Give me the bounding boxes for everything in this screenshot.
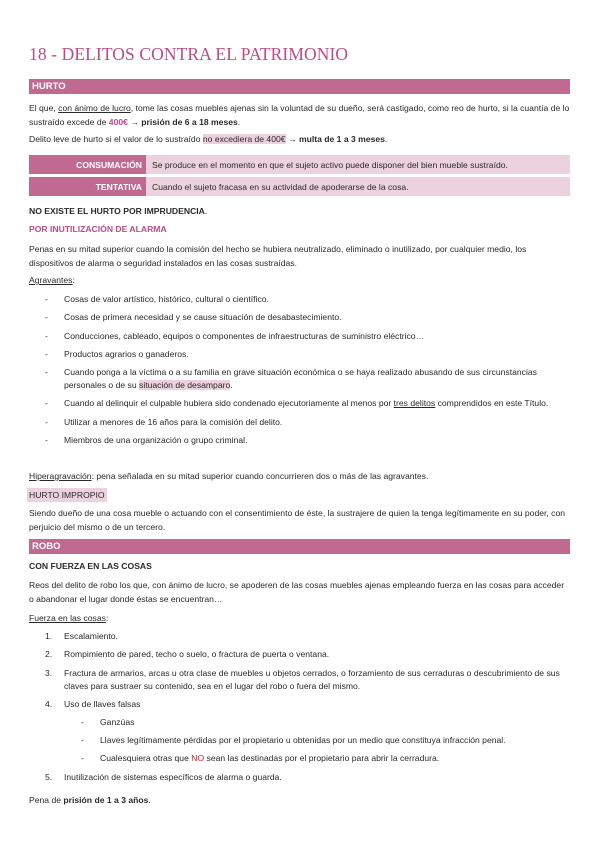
robo-subheading <box>29 559 570 573</box>
list-item <box>45 630 562 643</box>
bold-text: NO EXISTE EL HURTO POR IMPRUDENCIA <box>29 206 205 216</box>
list-item <box>45 434 562 447</box>
dash-marker: - <box>45 398 48 409</box>
section-bar-hurto: HURTO <box>29 79 570 94</box>
robo-pena <box>29 793 570 807</box>
item-text: Utilizar a menores de 16 años para la comisión del delito. <box>64 416 283 427</box>
item-text: sean las destinadas por el propietario para abrir la cerradura. <box>204 753 440 764</box>
item-text: Productos agrarios o ganaderos. <box>64 348 189 359</box>
agravantes-label <box>29 273 570 287</box>
delito-leve <box>29 132 570 146</box>
fuerza-list <box>45 630 562 789</box>
item-text: . <box>230 380 233 391</box>
text: , tome las cosas muebles ajenas sin la voluntad de su dueño, será castigado, como reo de hurto, si la cuantía de lo sustraído excede de <box>29 103 570 127</box>
amount-highlight: 400€ <box>108 117 128 127</box>
list-item <box>81 752 562 765</box>
list-item <box>45 416 562 429</box>
dash-marker: - <box>81 735 84 746</box>
list-item <box>81 734 562 747</box>
item-number: 5. <box>45 771 53 782</box>
text: : <box>105 613 109 623</box>
text: . <box>204 206 208 216</box>
dash-marker: - <box>45 435 48 446</box>
highlighted-text: no excediera de 400€ <box>202 134 286 144</box>
item-number: 3. <box>45 667 53 678</box>
hurto-definition <box>29 101 570 129</box>
dash-marker: - <box>45 312 48 323</box>
item-text: comprendidos en este Título. <box>435 398 549 409</box>
page-title: 18 - DELITOS CONTRA EL PATRIMONIO <box>29 44 349 64</box>
list-item <box>45 698 562 766</box>
list-item <box>45 667 562 693</box>
text: El que, <box>29 103 59 113</box>
list-item <box>81 716 562 729</box>
item-text: Cuando ponga a la víctima o a su familia en grave situación económica o se haya realizado abusando de sus circunstancias personales o de su <box>64 367 537 391</box>
dash-marker: - <box>81 716 84 727</box>
item-text: Fractura de armarios, arcas u otra clase de muebles u objetos cerrados, o forzamiento de sus cerraduras o descubrimiento de sus claves para sustraer su contenido, sea en el lugar del robo o fuera del mismo. <box>64 667 560 691</box>
highlighted-text: situación de desamparo <box>139 380 231 391</box>
underlined-text: tres delitos <box>393 398 436 409</box>
dash-marker: - <box>45 416 48 427</box>
dash-marker: - <box>45 348 48 359</box>
list-item <box>45 397 562 410</box>
item-text: Ganzúas <box>100 716 135 727</box>
agravantes-list <box>45 293 562 452</box>
list-item <box>45 293 562 306</box>
fuerza-label <box>29 611 570 625</box>
item-text: Miembros de una organización o grupo criminal. <box>64 435 248 446</box>
text: : <box>72 275 75 285</box>
item-text: Cuando al delinquir el culpable hubiera sido condenado ejecutoriamente al menos por <box>64 398 394 409</box>
item-text: Rompimiento de pared, techo o suelo, o fractura de puerta o ventana. <box>64 649 330 660</box>
text: : pena señalada en su mitad superior cuando concurrieren dos o más de las agravantes. <box>91 471 429 481</box>
alarma-heading: POR INUTILIZACIÓN DE ALARMA <box>29 224 167 234</box>
underlined-text: Hiperagravación <box>29 471 92 481</box>
table-row <box>29 155 570 174</box>
list-item <box>45 771 562 784</box>
item-text: Cualesquiera otras que <box>100 753 192 764</box>
underlined-text: Fuerza en las cosas <box>29 613 106 623</box>
item-text: Cosas de primera necesidad y se cause situación de desabastecimiento. <box>64 312 342 323</box>
list-item <box>45 366 562 392</box>
item-text: Uso de llaves falsas <box>64 698 141 709</box>
table-row <box>29 177 570 196</box>
item-number: 4. <box>45 698 53 709</box>
text: . <box>237 117 241 127</box>
dash-marker: - <box>45 294 48 304</box>
text: . <box>148 795 151 805</box>
penalty: multa de 1 a 3 meses <box>298 134 385 144</box>
item-text: Inutilización de sistemas específicos de alarma o guarda. <box>64 771 282 782</box>
text: . <box>384 134 388 144</box>
list-item <box>45 311 562 324</box>
penalty: prisión de 6 a 18 meses <box>141 117 238 127</box>
item-text: Escalamiento. <box>64 631 118 641</box>
section-bar-robo: ROBO <box>29 539 570 554</box>
item-number: 2. <box>45 649 53 660</box>
arrow: → <box>285 134 299 144</box>
text: Delito leve de hurto si el valor de lo sustraído <box>29 134 203 144</box>
hurto-table <box>29 152 570 199</box>
item-number: 1. <box>45 631 53 641</box>
item-text: Cosas de valor artístico, histórico, cultural o científico. <box>64 294 269 304</box>
underlined-text: Agravantes <box>29 275 73 285</box>
table-value: Cuando el sujeto fracasa en su actividad de apoderarse de la cosa. <box>146 177 570 196</box>
table-key: TENTATIVA <box>29 177 146 196</box>
no-imprudencia <box>29 204 570 218</box>
hurto-impropio-heading: HURTO IMPROPIO <box>29 490 105 500</box>
list-item <box>45 648 562 661</box>
list-item <box>45 330 562 343</box>
dash-marker: - <box>45 330 48 341</box>
item-text: Llaves legítimamente pérdidas por el propietario u obtenidas por un medio que constituya infracción penal. <box>100 735 506 746</box>
alarma-text: Penas en su mitad superior cuando la comisión del hecho se hubiera neutralizado, eliminado o inutilizado, por cualquier medio, los dispositivos de alarma o seguridad instalados en las cosas sustraídas. <box>29 244 527 268</box>
bold-text: CON FUERZA EN LAS COSAS <box>29 561 152 571</box>
hurto-impropio-text: Siendo dueño de una cosa mueble o actuando con el consentimiento de éste, la sustrajere de quien la tenga legítimamente en su poder, con perjuicio del mismo o de un tercero. <box>29 508 566 532</box>
list-item <box>45 348 562 361</box>
table-key: CONSUMACIÓN <box>29 155 146 174</box>
arrow: → <box>127 117 142 127</box>
penalty: prisión de 1 a 3 años <box>63 795 149 805</box>
red-text: NO <box>191 753 205 764</box>
underlined-text: con ánimo de lucro <box>58 103 131 113</box>
hiperagravacion <box>29 469 570 483</box>
table-value: Se produce en el momento en que el sujeto activo puede disponer del bien mueble sustraído. <box>146 155 570 174</box>
dash-marker: - <box>45 367 48 378</box>
dash-marker: - <box>81 753 84 764</box>
robo-text: Reos del delito de robo los que, con ánimo de lucro, se apoderen de las cosas muebles ajenas empleando fuerza en las cosas para acceder o abandonar el lugar donde éstas se encuentran… <box>29 580 565 604</box>
text: Pena de <box>29 795 64 805</box>
llaves-list <box>64 716 562 766</box>
item-text: Conducciones, cableado, equipos o componentes de infraestructuras de suministro eléctrico… <box>64 330 425 341</box>
